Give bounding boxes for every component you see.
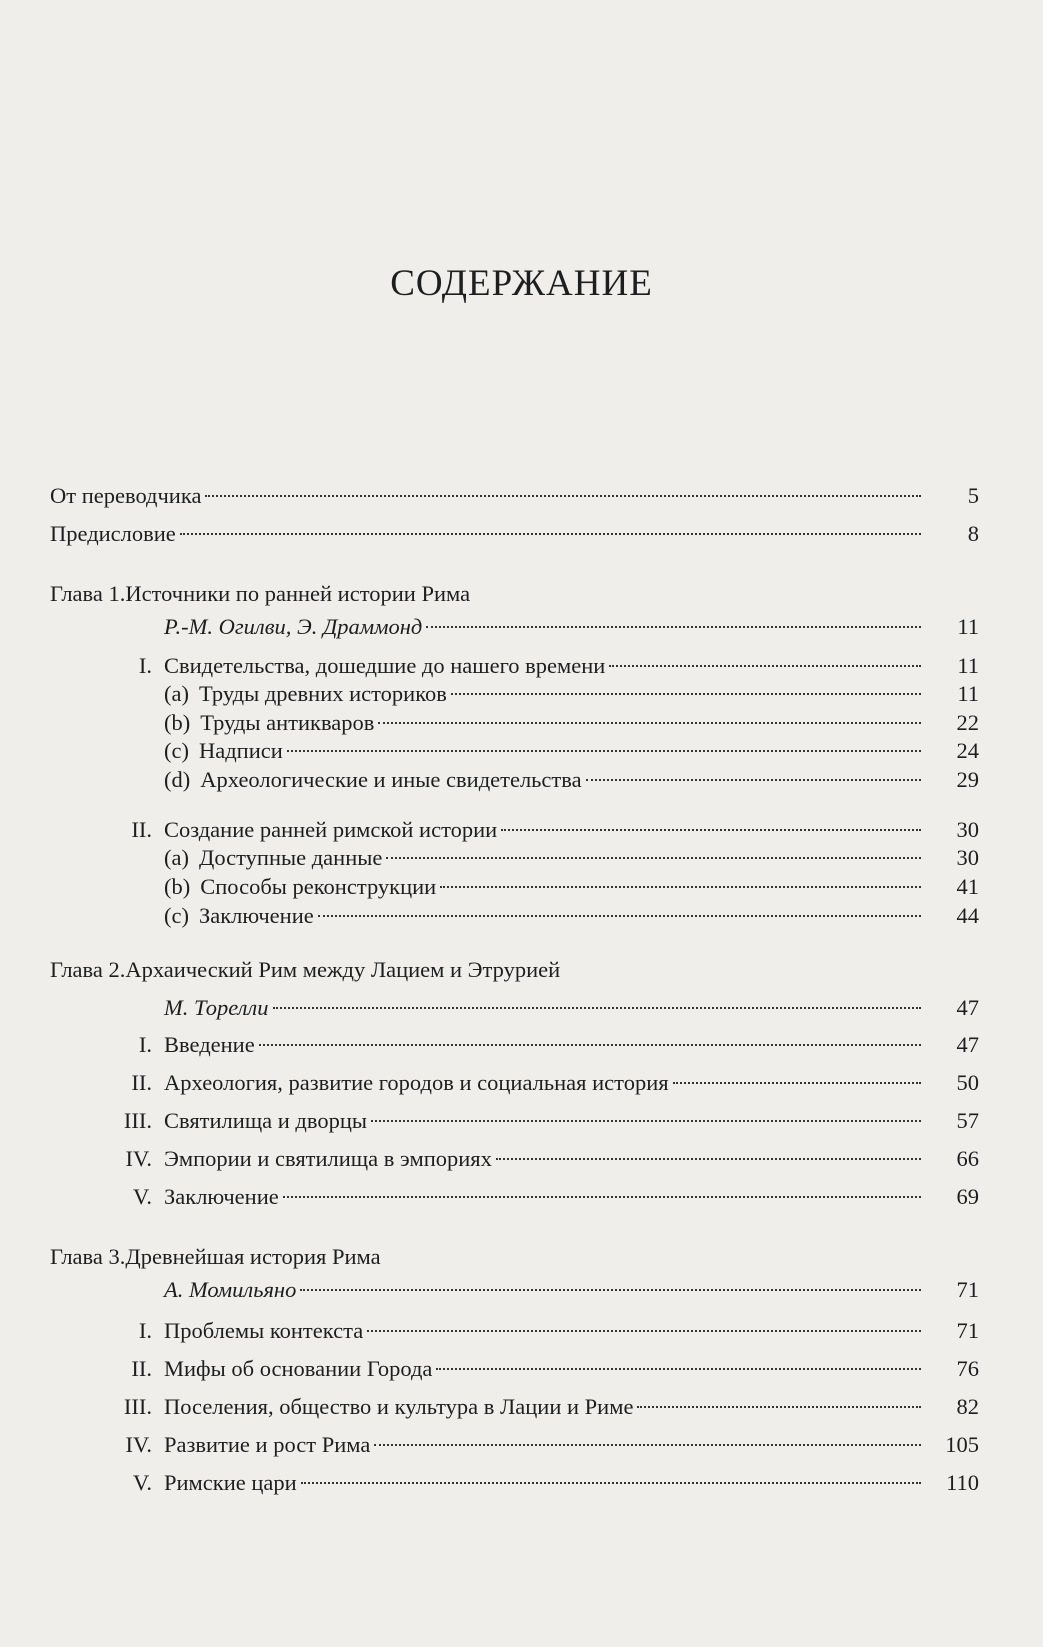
subsection-label: (a) [164, 845, 189, 870]
page-number: 66 [956, 1146, 979, 1171]
page-number: 71 [956, 1277, 979, 1302]
page-number: 8 [967, 521, 979, 546]
toc-subsection [164, 736, 979, 766]
section-number: II. [131, 1070, 152, 1095]
dot-leader [637, 1406, 921, 1408]
page-number: 71 [956, 1318, 979, 1343]
chapter-author-line [164, 612, 979, 642]
section-number: I. [138, 1032, 152, 1057]
page-number: 5 [967, 483, 979, 508]
page-number: 105 [945, 1432, 979, 1457]
subsection-title: Труды древних историков [198, 681, 447, 706]
toc-section [102, 1354, 979, 1384]
toc-entry-front [50, 519, 979, 549]
section-number: I. [138, 653, 152, 678]
toc-subsection [164, 708, 979, 738]
subsection-title: Труды антикваров [200, 710, 375, 735]
toc-subsection [164, 765, 979, 795]
dot-leader [609, 665, 921, 667]
chapter-title: Источники по ранней истории Рима [125, 581, 471, 606]
chapter-title: Архаический Рим между Лацием и Этрурией [125, 957, 561, 982]
chapter-author-line [164, 993, 979, 1023]
page-number: 47 [956, 995, 979, 1020]
section-title: Проблемы контекста [164, 1318, 364, 1343]
page-number: 11 [957, 614, 979, 639]
chapter-heading [50, 579, 925, 609]
chapter-label: Глава 3. [50, 1244, 126, 1269]
toc-section [102, 1430, 979, 1460]
page-number: 47 [956, 1032, 979, 1057]
page-number: 50 [956, 1070, 979, 1095]
subsection-label: (d) [164, 767, 191, 792]
section-number: III. [123, 1394, 152, 1419]
chapter-heading [50, 955, 925, 985]
dot-leader [367, 1330, 921, 1332]
chapter-author-line [164, 1275, 979, 1305]
dot-leader [673, 1082, 921, 1084]
subsection-title: Заключение [198, 903, 314, 928]
page-number: 22 [956, 710, 979, 735]
toc-section [102, 815, 979, 845]
subsection-title: Способы реконструкции [200, 874, 437, 899]
subsection-title: Доступные данные [198, 845, 383, 870]
page-number: 29 [956, 767, 979, 792]
section-number: III. [123, 1108, 152, 1133]
section-title: Развитие и рост Рима [164, 1432, 371, 1457]
section-title: Мифы об основании Города [164, 1356, 433, 1381]
dot-leader [440, 886, 921, 888]
section-number: IV. [125, 1432, 152, 1457]
page-number: 69 [956, 1184, 979, 1209]
chapter-author: М. Торелли [164, 995, 269, 1020]
dot-leader [496, 1158, 921, 1160]
subsection-title: Надписи [198, 738, 283, 763]
subsection-label: (b) [164, 710, 191, 735]
toc-section [102, 1468, 979, 1498]
dot-leader [386, 857, 921, 859]
dot-leader [300, 1289, 921, 1291]
dot-leader [436, 1368, 921, 1370]
section-title: Заключение [164, 1184, 279, 1209]
toc-section [102, 1182, 979, 1212]
chapter-label: Глава 1. [50, 581, 126, 606]
page-number: 11 [957, 681, 979, 706]
dot-leader [318, 915, 921, 917]
toc-section [102, 1144, 979, 1174]
subsection-label: (a) [164, 681, 189, 706]
page-number: 24 [956, 738, 979, 763]
section-number: IV. [125, 1146, 152, 1171]
section-number: V. [133, 1184, 152, 1209]
toc-section [102, 1392, 979, 1422]
page-number: 30 [956, 845, 979, 870]
dot-leader [205, 495, 921, 497]
section-number: II. [131, 817, 152, 842]
toc-section [102, 1106, 979, 1136]
dot-leader [283, 1196, 921, 1198]
section-title: Эмпории и святилища в эмпориях [164, 1146, 492, 1171]
dot-leader [180, 533, 921, 535]
section-title: Римские цари [164, 1470, 297, 1495]
page-number: 41 [956, 874, 979, 899]
toc-section [102, 1316, 979, 1346]
dot-leader [501, 829, 921, 831]
subsection-title: Археологические и иные свидетельства [200, 767, 582, 792]
toc-subsection [164, 679, 979, 709]
toc-section [102, 1030, 979, 1060]
entry-title: Предисловие [50, 521, 176, 546]
page-number: 76 [956, 1356, 979, 1381]
section-number: V. [133, 1470, 152, 1495]
chapter-label: Глава 2. [50, 957, 126, 982]
dot-leader [259, 1044, 921, 1046]
toc-section [102, 651, 979, 681]
section-title: Введение [164, 1032, 255, 1057]
chapter-heading [50, 1242, 925, 1272]
toc-subsection [164, 872, 979, 902]
section-number: II. [131, 1356, 152, 1381]
page-number: 110 [946, 1470, 979, 1495]
dot-leader [378, 722, 921, 724]
section-title: Поселения, общество и культура в Лации и Риме [164, 1394, 634, 1419]
section-title: Создание ранней римской истории [164, 817, 498, 842]
dot-leader [273, 1007, 922, 1009]
section-title: Свидетельства, дошедшие до нашего времени [164, 653, 606, 678]
chapter-author: А. Момильяно [164, 1277, 297, 1302]
chapter-author: Р.-М. Огилви, Э. Драммонд [164, 614, 423, 639]
page-number: 30 [956, 817, 979, 842]
page-number: 11 [957, 653, 979, 678]
page-title: СОДЕРЖАНИЕ [390, 263, 653, 304]
toc-subsection [164, 901, 979, 931]
page-number: 44 [956, 903, 979, 928]
toc-subsection [164, 843, 979, 873]
page-number: 57 [956, 1108, 979, 1133]
dot-leader [301, 1482, 921, 1484]
section-number: I. [138, 1318, 152, 1343]
subsection-label: (b) [164, 874, 191, 899]
entry-title: От переводчика [50, 483, 202, 508]
dot-leader [451, 693, 921, 695]
section-title: Святилища и дворцы [164, 1108, 368, 1133]
subsection-label: (c) [164, 738, 189, 763]
dot-leader [287, 750, 921, 752]
chapter-title: Древнейшая история Рима [125, 1244, 381, 1269]
subsection-label: (c) [164, 903, 189, 928]
toc-entry-front [50, 481, 979, 511]
dot-leader [586, 779, 921, 781]
section-title: Археология, развитие городов и социальная история [164, 1070, 669, 1095]
dot-leader [371, 1120, 921, 1122]
dot-leader [426, 626, 921, 628]
page-number: 82 [956, 1394, 979, 1419]
dot-leader [374, 1444, 921, 1446]
toc-section [102, 1068, 979, 1098]
